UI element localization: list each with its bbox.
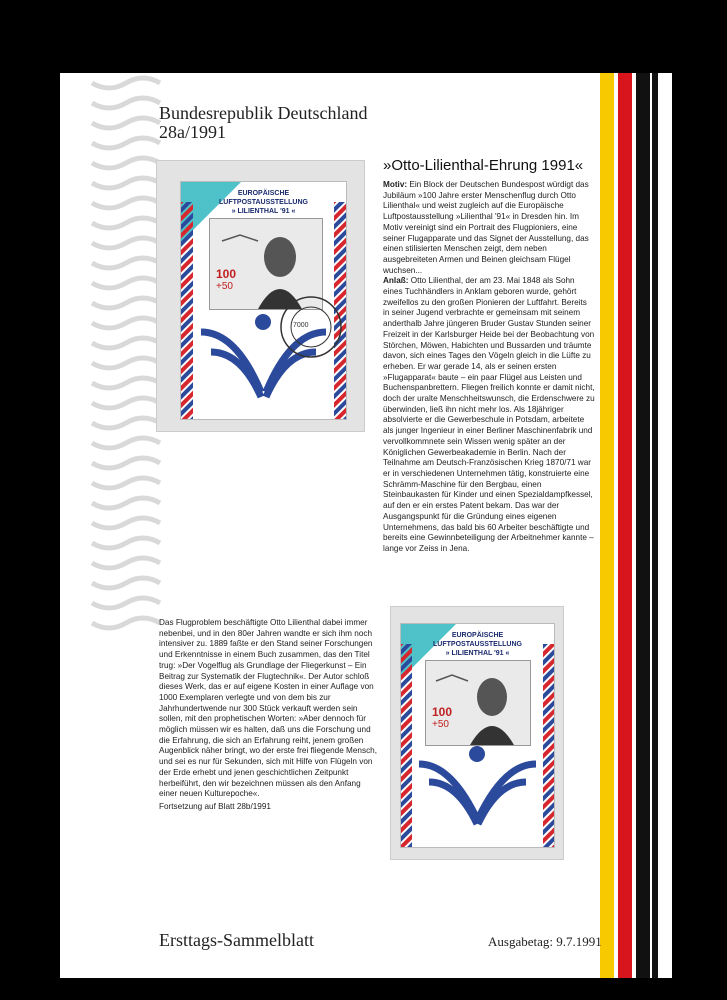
block-title-1: EUROPÄISCHE	[237, 190, 290, 197]
souvenir-sheet-cancelled	[180, 181, 347, 420]
continuation-note: Fortsetzung auf Blatt 28b/1991	[159, 801, 271, 811]
guilloche-border	[88, 73, 163, 633]
block-title-3: » LILIENTHAL '91 «	[231, 208, 296, 215]
header-number: 28a/1991	[159, 122, 226, 142]
first-day-sheet	[60, 73, 672, 978]
stamp-2	[425, 660, 531, 746]
stamp-surcharge: +50	[216, 281, 233, 292]
flag-stripe-gold	[600, 73, 614, 978]
postmark-zip: 7000	[293, 322, 309, 329]
lilienthal-portrait-2	[426, 661, 530, 745]
stamp2-value: 100	[432, 705, 453, 719]
flag-stripe-red	[618, 73, 632, 978]
souvenir-sheet-mint	[400, 623, 555, 848]
header-country: Bundesrepublik Deutschland	[159, 103, 368, 123]
anlass-label: Anlaß:	[383, 276, 409, 286]
article-continued	[159, 618, 377, 813]
footer-title: Ersttags-Sammelblatt	[159, 930, 314, 950]
block2-title-2: LUFTPOSTAUSSTELLUNG	[433, 641, 522, 648]
block-title-2: LUFTPOSTAUSSTELLUNG	[219, 199, 308, 206]
article-title: »Otto-Lilienthal-Ehrung 1991«	[383, 157, 584, 174]
flag-stripe-black	[636, 73, 650, 978]
motiv-label: Motiv:	[383, 180, 408, 189]
anlass-text: Otto Lilienthal, der am 23. Mai 1848 als Sohn eines Tuchhändlers in Anklam geboren wurde, gehört zweifellos zu den großen Pionieren der Luftfahrt. Bereits in seiner Jugend verbrachte er gemeinsam mit seinem anderthalb Jahre jüngeren Bruder Gustav Stunden seiner Freizeit in der Karlsburger Heide bei der Beobachtung von Störchen, Möwen, Habichten und Bussarden und träumte davon, sich eines Tages den Vögeln gleich in die Lüfte zu erheben. Er war gerade 14, als er seinen ersten »Flugapparat« baute – ein paar Flügel aus Leisten und Buchenspanbrettern. Fliegen freilich konnte er damit nicht, doch der uralte Menschheitswunsch, die Erdenschwere zu überwinden, ließ ihn nicht mehr los. Als 18jähriger absolvierte er die Gewerbeschule in Potsdam, arbeitete als junger Ingenieur in einer Berliner Maschinenfabrik und vervollkommnete sein Wissen wenig später an der Königlichen Gewerbeakademie in Berlin. Nach der Teilnahme am Deutsch-Französischen Krieg 1870/71 war er in verschiedenen Unternehmen tätig, konstruierte eine Schrämm-Maschine für den Bergbau, einen Steinbaukasten für Kinder und einen Spezialdampfkessel, auf den er ein erstes Patent bekam. Das war der Ausgangspunkt für die Gründung eines eigenen Unternehmens, das bald bis 60 Arbeiter beschäftigte und bereits eine Gewinnbeteiligung der Arbeitnehmer kannte – lange vor Zeiss in Jena.	[383, 276, 595, 553]
article-body	[383, 180, 595, 555]
left-paragraph: Das Flugproblem beschäftigte Otto Lilienthal dabei immer nebenbei, und in den 80er Jahren wandte er sich ihm noch intensiver zu. 1889 faßte er den Stand seiner Forschungen und Erkenntnisse in einem Buch zusammen, das den Titel trug: »Der Vogelflug als Grundlage der Fliegerkunst – Ein Beitrag zur Systematik der Flugtechnik«. Der Autor schloß dieses Werk, das er auf eigene Kosten in einer Auflage von 1000 Exemplaren verlegte und von dem bis zur Jahrhundertwende nur 300 Stück verkauft werden sein sollen, mit den prophetischen Worten: »Aber dennoch für möglich müssen wir es halten, daß uns die Forschung und die Erfahrung, die sich an Erfahrung reiht, jenem großen Augenblick näher bringt, wo der erste frei fliegende Mensch, und sei es nur für Sekunden, sich mit Hilfe von Flügeln von der Erde erhebt und jenen geschichtlichen Zeitpunkt herbeiführt, den wir bezeichnen müssen als den Anfang einer neuen Kulturepoche«.	[159, 618, 378, 799]
flag-stripe-black-edge	[652, 73, 658, 978]
motiv-text: Ein Block der Deutschen Bundespost würdigt das Jubiläum »100 Jahre erster Menschenflug durch Otto Lilienthal« und weist zugleich auf die Europäische Luftpostausstellung »Lilienthal '91« in Dresden hin. Im Motiv vereinigt sind ein Portrait des Flugpioniers, eine seiner Flugapparate und das Signet der Ausstellung, das einen stilisierten Menschen zeigt, dem neben ausgebreiteten Armen und Beinen gleichsam Flügel wuchsen...	[383, 180, 589, 275]
stamp2-surcharge: +50	[432, 719, 449, 730]
postmark	[276, 292, 346, 362]
block2-title-3: » LILIENTHAL '91 «	[445, 650, 510, 657]
block2-title-1: EUROPÄISCHE	[451, 632, 504, 639]
issue-date: Ausgabetag: 9.7.1991	[488, 934, 602, 949]
stamp-value: 100	[216, 267, 237, 281]
